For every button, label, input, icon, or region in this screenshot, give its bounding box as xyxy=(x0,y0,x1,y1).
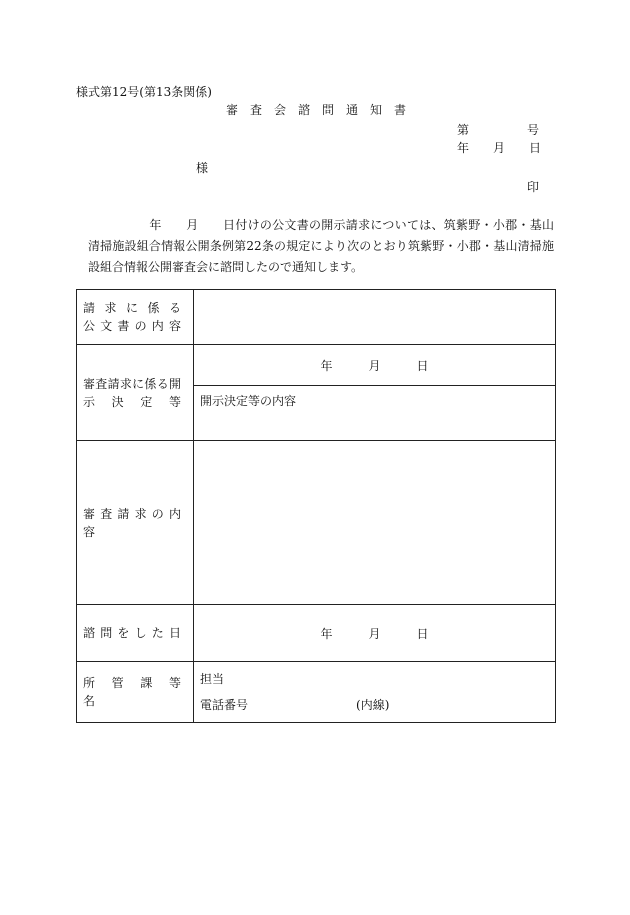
decision-date-year: 年 xyxy=(320,358,333,373)
disclosure-decision-content-label: 開示決定等の内容 xyxy=(200,394,297,408)
header-date-year: 年 xyxy=(457,141,470,155)
decision-date-month: 月 xyxy=(368,358,381,373)
consultation-date[interactable] xyxy=(194,605,556,662)
consultation-date-year: 年 xyxy=(320,626,333,641)
label-department xyxy=(77,662,194,723)
row-disclosure-decision-date xyxy=(77,345,556,386)
notice-paragraph xyxy=(88,215,554,278)
department-phone-label: 電話番号 xyxy=(200,698,249,712)
value-review-request-content[interactable] xyxy=(194,441,556,605)
label-requested-document-line1: 請 求 に 係 る xyxy=(83,301,181,315)
label-disclosure-decision-line1: 審査請求に係る開 xyxy=(83,376,181,391)
row-department xyxy=(77,662,556,723)
label-review-request-content-text: 審 査 請 求 の 内 容 xyxy=(83,506,181,539)
label-requested-document xyxy=(77,290,194,345)
notice-text: 年 月 日付けの公文書の開示請求については、筑紫野・小郡・基山清掃施設組合情報公開条例第22条の規定により次のとおり筑紫野・小郡・基山清掃施設組合情報公開審査会に諮問したので通知します。 xyxy=(88,218,554,274)
seal-mark: 印 xyxy=(527,180,540,194)
label-disclosure-decision xyxy=(77,345,194,441)
consultation-date-month: 月 xyxy=(368,626,381,641)
value-requested-document[interactable] xyxy=(194,290,556,345)
decision-date-day: 日 xyxy=(416,358,429,373)
department-person-label: 担当 xyxy=(200,672,225,686)
label-review-request-content xyxy=(77,441,194,605)
doc-number-prefix: 第 xyxy=(457,123,470,137)
label-department-text: 所 管 課 等 名 xyxy=(83,676,194,708)
notice-form-table xyxy=(76,289,556,723)
form-number: 様式第12号(第13条関係) xyxy=(76,85,212,99)
row-requested-document xyxy=(77,290,556,345)
disclosure-decision-content[interactable] xyxy=(194,386,556,441)
document-title: 審査会諮問通知書 xyxy=(225,103,418,117)
addressee-suffix: 様 xyxy=(196,161,209,175)
label-requested-document-line2: 公 文 書 の 内 容 xyxy=(83,319,181,333)
value-department[interactable] xyxy=(194,662,556,723)
header-date-day: 日 xyxy=(529,141,542,155)
label-consultation-date xyxy=(77,605,194,662)
label-consultation-date-text: 諮 問 を し た 日 xyxy=(83,626,181,640)
header-date-month: 月 xyxy=(493,141,506,155)
department-phone-row xyxy=(200,692,549,718)
doc-number-suffix: 号 xyxy=(527,123,540,137)
label-disclosure-decision-line2: 示 決 定 等 xyxy=(83,394,181,409)
row-consultation-date xyxy=(77,605,556,662)
disclosure-decision-date[interactable] xyxy=(194,345,556,386)
department-extension-label: (内線) xyxy=(356,698,390,712)
consultation-date-day: 日 xyxy=(416,626,429,641)
row-review-request-content xyxy=(77,441,556,605)
